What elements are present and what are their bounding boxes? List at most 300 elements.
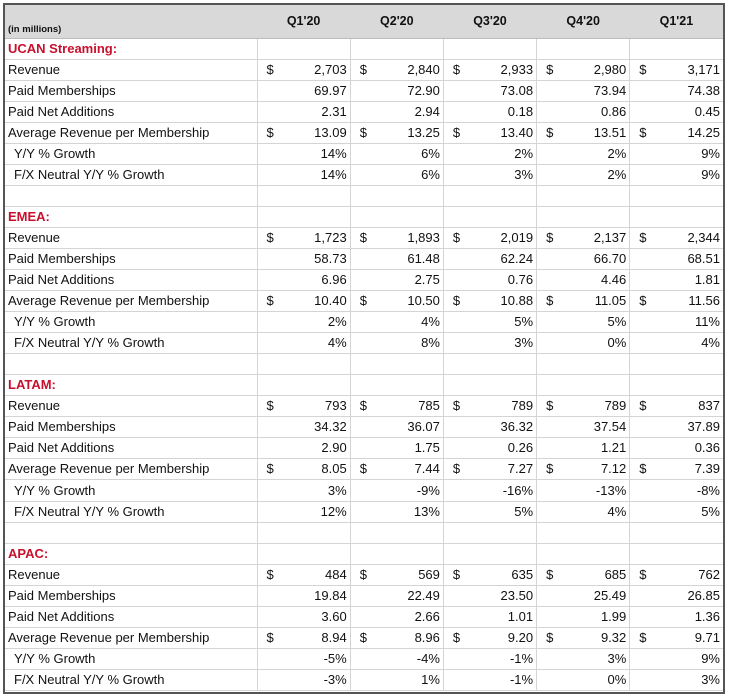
value-number: 4% <box>607 503 627 519</box>
units-label: (in millions) <box>5 5 257 38</box>
currency-symbol <box>354 333 360 353</box>
value-wrapper <box>261 60 347 80</box>
value-cell <box>537 143 630 164</box>
value-cell <box>630 459 723 480</box>
value-wrapper <box>447 291 533 311</box>
currency-symbol <box>261 165 267 185</box>
currency-symbol: $ <box>359 124 367 140</box>
empty-cell <box>350 38 443 59</box>
value-cell <box>443 59 536 80</box>
value-number: 34.32 <box>314 419 347 435</box>
value-number: 8.96 <box>414 629 440 645</box>
value-wrapper <box>633 481 720 501</box>
value-cell <box>257 438 350 459</box>
value-cell <box>350 101 443 122</box>
currency-symbol: $ <box>546 398 554 414</box>
value-cell <box>443 101 536 122</box>
value-number: 4% <box>421 314 440 330</box>
value-wrapper <box>540 417 626 437</box>
value-cell <box>350 585 443 606</box>
value-number: 22.49 <box>407 587 440 603</box>
value-cell <box>443 627 536 648</box>
value-number: 1.75 <box>414 440 440 456</box>
value-cell <box>443 312 536 333</box>
currency-symbol <box>447 670 453 690</box>
currency-symbol: $ <box>266 229 274 245</box>
currency-symbol <box>540 165 546 185</box>
currency-symbol: $ <box>546 124 554 140</box>
value-number: 61.48 <box>407 250 440 266</box>
currency-symbol: $ <box>639 566 647 582</box>
value-cell <box>443 80 536 101</box>
quarter-header: Q3'20 <box>443 5 536 38</box>
value-number: 1,723 <box>314 229 347 245</box>
value-number: 2,344 <box>687 229 720 245</box>
currency-symbol: $ <box>266 629 274 645</box>
value-cell <box>537 501 630 522</box>
value-wrapper <box>633 123 720 143</box>
value-cell <box>350 291 443 312</box>
value-wrapper <box>354 333 440 353</box>
value-number: 7.39 <box>694 461 720 477</box>
value-number: 0% <box>607 671 627 687</box>
quarter-header: Q2'20 <box>350 5 443 38</box>
currency-symbol <box>354 481 360 501</box>
value-cell <box>630 627 723 648</box>
value-number: 2,019 <box>500 229 534 245</box>
currency-symbol: $ <box>452 293 461 309</box>
value-cell <box>350 480 443 501</box>
empty-cell <box>537 543 630 564</box>
value-number: 2,137 <box>593 229 627 245</box>
table-row <box>5 480 723 501</box>
value-number: 10.50 <box>407 293 440 309</box>
value-wrapper <box>540 312 626 332</box>
empty-cell <box>443 543 536 564</box>
row-label: Average Revenue per Membership <box>5 122 257 143</box>
value-number: 23.50 <box>500 587 534 603</box>
value-number: -1% <box>509 650 534 666</box>
currency-symbol <box>354 81 360 101</box>
value-wrapper <box>540 291 626 311</box>
value-number: 789 <box>604 398 627 414</box>
value-number: -8% <box>696 482 720 498</box>
currency-symbol <box>540 502 546 522</box>
value-wrapper <box>540 438 626 458</box>
currency-symbol <box>261 312 267 332</box>
row-label: F/X Neutral Y/Y % Growth <box>5 333 257 354</box>
value-cell <box>257 101 350 122</box>
value-cell <box>537 648 630 669</box>
value-wrapper <box>354 144 440 164</box>
value-cell <box>443 227 536 248</box>
table-row <box>5 59 723 80</box>
value-cell <box>443 122 536 143</box>
value-cell <box>537 291 630 312</box>
section-title: APAC: <box>5 543 257 564</box>
value-cell <box>537 480 630 501</box>
regional-metrics-sheet <box>3 3 725 694</box>
value-cell <box>443 459 536 480</box>
value-number: 36.32 <box>500 419 534 435</box>
empty-cell <box>257 206 350 227</box>
currency-symbol <box>354 607 360 627</box>
value-wrapper <box>447 649 533 669</box>
value-number: 3% <box>514 335 534 351</box>
value-wrapper <box>633 60 720 80</box>
value-cell <box>257 312 350 333</box>
table-row <box>5 648 723 669</box>
empty-cell <box>443 206 536 227</box>
value-number: 7.12 <box>600 461 627 477</box>
quarter-header: Q4'20 <box>537 5 630 38</box>
currency-symbol <box>261 333 267 353</box>
value-number: 0.76 <box>507 272 534 288</box>
value-number: 58.73 <box>314 250 347 266</box>
currency-symbol <box>633 502 639 522</box>
row-label: Paid Memberships <box>5 80 257 101</box>
value-number: 1.01 <box>507 608 534 624</box>
empty-cell <box>537 206 630 227</box>
value-wrapper <box>540 333 626 353</box>
value-wrapper <box>633 102 720 122</box>
empty-cell <box>630 522 723 543</box>
value-cell <box>443 648 536 669</box>
value-number: 66.70 <box>593 250 627 266</box>
currency-symbol <box>447 586 453 606</box>
currency-symbol: $ <box>359 229 367 245</box>
value-cell <box>537 669 630 690</box>
value-wrapper <box>261 586 347 606</box>
empty-cell <box>350 354 443 375</box>
currency-symbol <box>354 270 360 290</box>
value-number: 11% <box>694 314 720 330</box>
value-wrapper <box>540 102 626 122</box>
value-number: 3% <box>701 671 720 687</box>
value-wrapper <box>540 628 626 648</box>
value-number: 2.94 <box>414 103 440 119</box>
value-number: 3% <box>327 482 347 498</box>
table-row <box>5 585 723 606</box>
table-row <box>5 459 723 480</box>
value-wrapper <box>354 249 440 269</box>
value-cell <box>537 459 630 480</box>
value-wrapper <box>354 565 440 585</box>
value-cell <box>350 333 443 354</box>
value-wrapper <box>447 628 533 648</box>
currency-symbol: $ <box>546 61 554 77</box>
currency-symbol <box>354 502 360 522</box>
empty-cell <box>257 354 350 375</box>
currency-symbol <box>261 102 267 122</box>
currency-symbol <box>540 417 546 437</box>
row-label: Paid Net Additions <box>5 270 257 291</box>
value-wrapper <box>261 670 347 690</box>
value-wrapper <box>447 60 533 80</box>
row-label: Paid Memberships <box>5 585 257 606</box>
value-wrapper <box>447 312 533 332</box>
row-label: Revenue <box>5 227 257 248</box>
currency-symbol <box>447 249 453 269</box>
value-number: 14.25 <box>687 124 720 140</box>
value-wrapper <box>261 123 347 143</box>
value-wrapper <box>354 60 440 80</box>
value-wrapper <box>633 670 720 690</box>
value-cell <box>630 417 723 438</box>
currency-symbol <box>540 333 546 353</box>
currency-symbol <box>540 102 546 122</box>
currency-symbol <box>633 249 639 269</box>
currency-symbol <box>261 586 267 606</box>
currency-symbol <box>447 102 453 122</box>
value-number: 1.21 <box>600 440 627 456</box>
value-wrapper <box>261 228 347 248</box>
value-number: 11.56 <box>688 293 720 309</box>
value-cell <box>257 564 350 585</box>
currency-symbol <box>540 481 546 501</box>
empty-cell <box>630 354 723 375</box>
value-number: 0.36 <box>694 440 720 456</box>
empty-cell <box>5 354 257 375</box>
value-number: 793 <box>325 398 347 414</box>
currency-symbol <box>261 81 267 101</box>
value-cell <box>630 501 723 522</box>
value-cell <box>257 501 350 522</box>
value-number: 9% <box>701 145 720 161</box>
value-wrapper <box>354 228 440 248</box>
value-number: 1.36 <box>694 608 720 624</box>
value-cell <box>350 312 443 333</box>
spacer-row <box>5 522 723 543</box>
value-cell <box>350 164 443 185</box>
table-row <box>5 438 723 459</box>
value-number: 0.86 <box>600 103 627 119</box>
value-wrapper <box>354 270 440 290</box>
value-number: 1.99 <box>600 608 627 624</box>
value-cell <box>630 396 723 417</box>
value-cell <box>537 396 630 417</box>
value-wrapper <box>633 249 720 269</box>
row-label: Y/Y % Growth <box>5 312 257 333</box>
value-wrapper <box>447 502 533 522</box>
value-number: -5% <box>323 650 347 666</box>
value-cell <box>257 80 350 101</box>
value-wrapper <box>633 396 720 416</box>
value-number: 7.27 <box>507 461 534 477</box>
value-number: -13% <box>595 482 627 498</box>
value-cell <box>630 270 723 291</box>
row-label: F/X Neutral Y/Y % Growth <box>5 669 257 690</box>
currency-symbol <box>261 502 267 522</box>
value-number: 2.90 <box>321 440 347 456</box>
value-cell <box>443 564 536 585</box>
value-wrapper <box>447 123 533 143</box>
row-label: Y/Y % Growth <box>5 648 257 669</box>
currency-symbol <box>354 586 360 606</box>
value-number: 785 <box>418 398 440 414</box>
value-number: 73.08 <box>500 82 534 98</box>
value-cell <box>537 333 630 354</box>
value-wrapper <box>354 607 440 627</box>
currency-symbol <box>447 481 453 501</box>
value-number: 685 <box>604 566 627 582</box>
value-wrapper <box>354 586 440 606</box>
value-cell <box>350 270 443 291</box>
currency-symbol: $ <box>639 293 647 309</box>
currency-symbol: $ <box>639 461 647 477</box>
value-wrapper <box>633 270 720 290</box>
row-label: Paid Memberships <box>5 248 257 269</box>
value-wrapper <box>540 649 626 669</box>
value-wrapper <box>447 144 533 164</box>
value-cell <box>257 606 350 627</box>
spacer-row <box>5 354 723 375</box>
value-number: 3% <box>607 650 627 666</box>
value-number: 68.51 <box>687 250 720 266</box>
value-number: 6% <box>421 145 440 161</box>
currency-symbol <box>633 481 639 501</box>
currency-symbol <box>447 502 453 522</box>
empty-cell <box>5 522 257 543</box>
empty-cell <box>537 185 630 206</box>
value-cell <box>257 59 350 80</box>
value-cell <box>350 438 443 459</box>
value-wrapper <box>354 165 440 185</box>
value-number: 5% <box>514 503 534 519</box>
currency-symbol <box>540 438 546 458</box>
value-wrapper <box>354 102 440 122</box>
section-header-row <box>5 543 723 564</box>
currency-symbol <box>447 417 453 437</box>
value-cell <box>443 291 536 312</box>
value-cell <box>443 248 536 269</box>
value-number: 7.44 <box>414 461 440 477</box>
value-wrapper <box>540 123 626 143</box>
value-wrapper <box>447 249 533 269</box>
value-number: 10.88 <box>500 293 534 309</box>
value-cell <box>630 333 723 354</box>
currency-symbol <box>633 102 639 122</box>
value-wrapper <box>633 312 720 332</box>
regional-metrics-table <box>5 5 723 691</box>
value-wrapper <box>540 60 626 80</box>
currency-symbol <box>633 586 639 606</box>
value-wrapper <box>633 586 720 606</box>
currency-symbol <box>633 607 639 627</box>
value-wrapper <box>447 228 533 248</box>
currency-symbol <box>633 144 639 164</box>
quarter-header: Q1'21 <box>630 5 723 38</box>
row-label: Revenue <box>5 59 257 80</box>
currency-symbol: $ <box>639 629 647 645</box>
value-wrapper <box>633 81 720 101</box>
currency-symbol <box>354 670 360 690</box>
value-cell <box>257 248 350 269</box>
section-header-row <box>5 206 723 227</box>
empty-cell <box>350 543 443 564</box>
value-wrapper <box>261 417 347 437</box>
empty-cell <box>443 354 536 375</box>
empty-cell <box>350 375 443 396</box>
value-cell <box>350 648 443 669</box>
value-cell <box>257 270 350 291</box>
empty-cell <box>443 38 536 59</box>
value-cell <box>630 227 723 248</box>
value-number: 2% <box>607 166 627 182</box>
currency-symbol: $ <box>639 124 647 140</box>
value-number: 13.25 <box>407 124 440 140</box>
value-number: 789 <box>511 398 534 414</box>
value-cell <box>257 627 350 648</box>
empty-cell <box>257 38 350 59</box>
value-number: 1.81 <box>694 272 720 288</box>
value-number: 5% <box>607 314 627 330</box>
currency-symbol <box>633 165 639 185</box>
currency-symbol: $ <box>452 398 461 414</box>
value-wrapper <box>447 333 533 353</box>
currency-symbol <box>447 607 453 627</box>
value-wrapper <box>447 81 533 101</box>
currency-symbol <box>633 670 639 690</box>
value-number: 4.46 <box>600 272 627 288</box>
empty-cell <box>257 375 350 396</box>
currency-symbol: $ <box>359 629 367 645</box>
value-cell <box>537 585 630 606</box>
value-number: 837 <box>698 398 720 414</box>
empty-cell <box>630 206 723 227</box>
value-number: 69.97 <box>314 82 347 98</box>
value-number: 11.05 <box>594 293 627 309</box>
value-wrapper <box>447 586 533 606</box>
value-cell <box>443 270 536 291</box>
value-number: 8.94 <box>321 629 347 645</box>
value-cell <box>630 648 723 669</box>
row-label: Paid Net Additions <box>5 101 257 122</box>
value-number: 37.54 <box>593 419 627 435</box>
value-wrapper <box>540 459 626 479</box>
value-cell <box>537 122 630 143</box>
currency-symbol: $ <box>546 629 554 645</box>
value-cell <box>257 333 350 354</box>
value-cell <box>257 585 350 606</box>
value-cell <box>350 669 443 690</box>
value-number: 2% <box>607 145 627 161</box>
row-label: Revenue <box>5 396 257 417</box>
value-cell <box>350 417 443 438</box>
value-cell <box>350 396 443 417</box>
value-cell <box>537 417 630 438</box>
currency-symbol <box>633 270 639 290</box>
currency-symbol <box>540 270 546 290</box>
currency-symbol <box>447 649 453 669</box>
value-wrapper <box>354 396 440 416</box>
table-row <box>5 101 723 122</box>
table-row <box>5 312 723 333</box>
value-cell <box>537 80 630 101</box>
value-number: 8% <box>421 335 440 351</box>
value-wrapper <box>261 438 347 458</box>
value-wrapper <box>354 312 440 332</box>
currency-symbol <box>261 249 267 269</box>
row-label: Paid Memberships <box>5 417 257 438</box>
currency-symbol: $ <box>359 293 367 309</box>
value-wrapper <box>447 607 533 627</box>
currency-symbol <box>354 249 360 269</box>
value-wrapper <box>261 165 347 185</box>
value-wrapper <box>540 228 626 248</box>
value-number: 9.20 <box>507 629 534 645</box>
value-cell <box>630 164 723 185</box>
